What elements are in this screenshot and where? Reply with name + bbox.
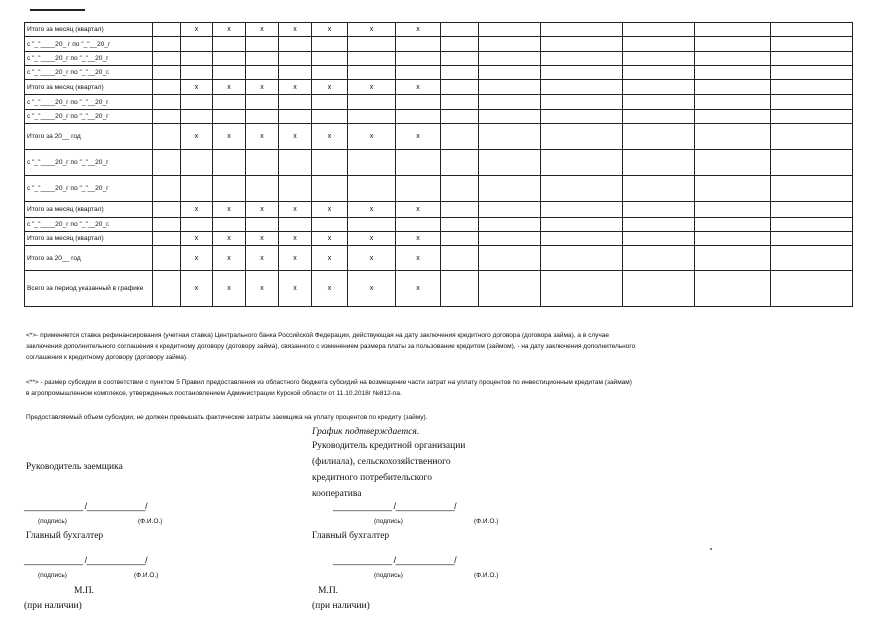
table-cell <box>695 232 771 246</box>
table-cell <box>396 52 441 66</box>
borrower-head-fio-caption: (Ф.И.О.) <box>138 518 163 525</box>
table-cell <box>441 52 479 66</box>
table-cell <box>181 66 213 80</box>
table-cell <box>441 232 479 246</box>
bank-head-line-1: Руководитель кредитной организации <box>312 441 466 451</box>
table-cell <box>181 52 213 66</box>
table-cell <box>181 95 213 110</box>
table-cell <box>279 37 312 52</box>
footnote-3: Предоставляемый объем субсидии, не должен превышать фактические затраты заемщика на уплату процентов по кредиту (займу). <box>26 414 428 421</box>
table-cell <box>181 37 213 52</box>
row-label: с "_"____20_г по "_"__20_г <box>25 110 153 124</box>
cell-x-mark: x <box>246 124 279 150</box>
table-cell <box>771 110 853 124</box>
cell-x-mark: x <box>312 23 348 37</box>
table-cell <box>479 232 541 246</box>
cell-x-mark: x <box>213 232 246 246</box>
cell-x-mark: x <box>396 124 441 150</box>
table-cell <box>479 150 541 176</box>
table-cell <box>312 218 348 232</box>
table-cell <box>479 95 541 110</box>
table-cell <box>312 52 348 66</box>
table-cell <box>153 246 181 271</box>
table-row <box>25 150 853 176</box>
table-cell <box>541 202 623 218</box>
table-cell <box>695 23 771 37</box>
borrower-stamp: М.П. <box>74 586 95 596</box>
table-cell <box>541 150 623 176</box>
table-cell <box>541 176 623 202</box>
table-cell <box>479 176 541 202</box>
table-cell <box>771 95 853 110</box>
table-row <box>25 23 853 37</box>
table-cell <box>348 37 396 52</box>
table-cell <box>695 218 771 232</box>
row-label: Итого за 20__ год <box>25 124 153 150</box>
table-cell <box>279 218 312 232</box>
table-cell <box>153 110 181 124</box>
table-cell <box>695 66 771 80</box>
table-cell <box>479 202 541 218</box>
cell-x-mark: x <box>312 246 348 271</box>
table-cell <box>623 176 695 202</box>
table-cell <box>479 124 541 150</box>
table-cell <box>396 150 441 176</box>
cell-x-mark: x <box>213 23 246 37</box>
row-label: Всего за период указанный в графике <box>25 271 153 307</box>
bank-head-fio-caption: (Ф.И.О.) <box>474 518 499 525</box>
table-cell <box>396 37 441 52</box>
table-cell <box>771 66 853 80</box>
table-cell <box>348 95 396 110</box>
row-label: Итого за месяц (квартал) <box>25 202 153 218</box>
table-cell <box>153 124 181 150</box>
borrower-head-label: Руководитель заемщика <box>26 462 123 472</box>
table-cell <box>541 66 623 80</box>
table-cell <box>623 80 695 95</box>
cell-x-mark: x <box>181 232 213 246</box>
table-cell <box>771 202 853 218</box>
row-label: с "_"____20_г по "_"__20_г <box>25 95 153 110</box>
cell-x-mark: x <box>348 232 396 246</box>
table-cell <box>479 218 541 232</box>
table-cell <box>441 95 479 110</box>
table-cell <box>479 80 541 95</box>
cell-x-mark: x <box>246 232 279 246</box>
table-cell <box>623 246 695 271</box>
cell-x-mark: x <box>396 232 441 246</box>
table-cell <box>541 218 623 232</box>
cell-x-mark: x <box>348 202 396 218</box>
table-cell <box>441 80 479 95</box>
table-cell <box>479 37 541 52</box>
cell-x-mark: x <box>396 202 441 218</box>
table-cell <box>623 218 695 232</box>
cell-x-mark: x <box>348 124 396 150</box>
table-cell <box>181 150 213 176</box>
borrower-accountant-signature-caption: (подпись) <box>38 572 67 579</box>
borrower-stamp-note: (при наличии) <box>24 601 82 611</box>
table-cell <box>623 150 695 176</box>
bank-accountant-signature-caption: (подпись) <box>374 572 403 579</box>
table-cell <box>479 23 541 37</box>
table-cell <box>441 202 479 218</box>
table-cell <box>623 66 695 80</box>
table-cell <box>441 23 479 37</box>
table-cell <box>541 23 623 37</box>
table-cell <box>771 23 853 37</box>
table-row <box>25 66 853 80</box>
cell-x-mark: x <box>279 124 312 150</box>
cell-x-mark: x <box>312 232 348 246</box>
table-row <box>25 52 853 66</box>
table-cell <box>541 95 623 110</box>
table-cell <box>441 150 479 176</box>
row-label: с "_"____20_ г по "_"__20_г <box>25 37 153 52</box>
table-cell <box>771 218 853 232</box>
cell-x-mark: x <box>246 202 279 218</box>
table-cell <box>541 232 623 246</box>
table-cell <box>695 150 771 176</box>
table-cell <box>441 66 479 80</box>
cell-x-mark: x <box>181 202 213 218</box>
table-cell <box>246 52 279 66</box>
cell-x-mark: x <box>312 124 348 150</box>
cell-x-mark: x <box>279 23 312 37</box>
table-row <box>25 95 853 110</box>
table-cell <box>623 202 695 218</box>
table-cell <box>348 218 396 232</box>
top-rule <box>30 9 85 11</box>
table-cell <box>623 271 695 307</box>
cell-x-mark: x <box>246 246 279 271</box>
table-cell <box>153 271 181 307</box>
schedule-table <box>24 22 853 307</box>
cell-x-mark: x <box>213 80 246 95</box>
row-label: Итого за месяц (квартал) <box>25 23 153 37</box>
table-cell <box>771 52 853 66</box>
table-cell <box>181 176 213 202</box>
table-cell <box>541 110 623 124</box>
table-cell <box>541 246 623 271</box>
table-cell <box>153 176 181 202</box>
table-cell <box>213 110 246 124</box>
table-cell <box>246 110 279 124</box>
table-cell <box>441 110 479 124</box>
cell-x-mark: x <box>181 246 213 271</box>
table-cell <box>279 95 312 110</box>
cell-x-mark: x <box>181 80 213 95</box>
table-cell <box>623 23 695 37</box>
table-cell <box>348 110 396 124</box>
table-cell <box>396 176 441 202</box>
table-cell <box>695 37 771 52</box>
table-cell <box>153 37 181 52</box>
table-cell <box>623 110 695 124</box>
bank-stamp-note: (при наличии) <box>312 601 370 611</box>
cell-x-mark: x <box>181 271 213 307</box>
row-label: Итого за 20__ год <box>25 246 153 271</box>
borrower-accountant-label: Главный бухгалтер <box>26 531 104 541</box>
table-cell <box>246 95 279 110</box>
footnote-1: <*>- применяется ставка рефинансирования (учетная ставка) Центрального банка Российской Федерации, действующая на дату заключения кредитного договора (договора займа), а в случае заключения дополнительного соглашения к кредитному договору (договору займа), связанного с изменением размера платы за пользование кредитом (займом), - на дату заключения дополнительного соглашения к кредитному договору (договору займа). <box>26 332 636 361</box>
table-cell <box>695 176 771 202</box>
row-label: с "_"____20_г по "_"__20_г <box>25 150 153 176</box>
table-cell <box>348 66 396 80</box>
table-cell <box>541 271 623 307</box>
table-cell <box>623 232 695 246</box>
table-cell <box>246 218 279 232</box>
table-cell <box>771 232 853 246</box>
table-cell <box>246 176 279 202</box>
bank-accountant-signature-line: _____________ /_____________/ <box>333 555 457 565</box>
table-cell <box>541 80 623 95</box>
table-cell <box>771 124 853 150</box>
cell-x-mark: x <box>312 271 348 307</box>
cell-x-mark: x <box>312 202 348 218</box>
table-cell <box>695 80 771 95</box>
row-label: с "_"____20_г по "_"__20_г. <box>25 218 153 232</box>
table-cell <box>181 218 213 232</box>
table-cell <box>246 37 279 52</box>
bank-stamp: М.П. <box>318 586 339 596</box>
table-cell <box>695 124 771 150</box>
table-cell <box>213 66 246 80</box>
bank-head-signature-line: _____________ /_____________/ <box>333 501 457 511</box>
table-row <box>25 80 853 95</box>
table-row <box>25 218 853 232</box>
table-cell <box>695 246 771 271</box>
table-cell <box>312 150 348 176</box>
table-cell <box>246 66 279 80</box>
cell-x-mark: x <box>396 246 441 271</box>
table-cell <box>348 150 396 176</box>
table-row <box>25 271 853 307</box>
borrower-head-signature-caption: (подпись) <box>38 518 67 525</box>
table-cell <box>181 110 213 124</box>
table-cell <box>771 150 853 176</box>
table-cell <box>479 271 541 307</box>
borrower-accountant-signature-line: _____________ /_____________/ <box>24 555 148 565</box>
table-cell <box>312 37 348 52</box>
table-cell <box>246 150 279 176</box>
table-cell <box>695 95 771 110</box>
table-cell <box>695 110 771 124</box>
table-cell <box>695 52 771 66</box>
table-cell <box>771 246 853 271</box>
table-row <box>25 246 853 271</box>
table-cell <box>541 37 623 52</box>
table-cell <box>279 52 312 66</box>
cell-x-mark: x <box>348 246 396 271</box>
table-cell <box>213 52 246 66</box>
cell-x-mark: x <box>279 246 312 271</box>
table-cell <box>771 271 853 307</box>
bank-head-line-3: кредитного потребительского <box>312 473 432 483</box>
table-cell <box>541 124 623 150</box>
table-cell <box>348 52 396 66</box>
table-cell <box>153 218 181 232</box>
table-cell <box>623 124 695 150</box>
table-cell <box>213 150 246 176</box>
table-cell <box>771 37 853 52</box>
table-cell <box>695 202 771 218</box>
bank-head-line-2: (филиала), сельскохозяйственного <box>312 457 451 467</box>
table-cell <box>396 110 441 124</box>
table-cell <box>623 37 695 52</box>
table-cell <box>153 150 181 176</box>
cell-x-mark: x <box>181 124 213 150</box>
table-cell <box>695 271 771 307</box>
table-cell <box>153 23 181 37</box>
cell-x-mark: x <box>213 246 246 271</box>
table-cell <box>153 202 181 218</box>
cell-x-mark: x <box>213 124 246 150</box>
table-cell <box>213 95 246 110</box>
table-cell <box>623 52 695 66</box>
table-cell <box>213 218 246 232</box>
table-cell <box>441 176 479 202</box>
table-cell <box>348 176 396 202</box>
bank-head-line-4: кооператива <box>312 489 362 499</box>
cell-x-mark: x <box>279 232 312 246</box>
table-cell <box>396 95 441 110</box>
table-cell <box>153 232 181 246</box>
table-cell <box>153 95 181 110</box>
table-cell <box>279 176 312 202</box>
row-label: Итого за месяц (квартал) <box>25 232 153 246</box>
table-cell <box>279 110 312 124</box>
table-row <box>25 110 853 124</box>
table-cell <box>441 218 479 232</box>
cell-x-mark: x <box>312 80 348 95</box>
cell-x-mark: x <box>213 271 246 307</box>
cell-x-mark: x <box>348 23 396 37</box>
table-cell <box>312 95 348 110</box>
cell-x-mark: x <box>396 23 441 37</box>
table-cell <box>396 218 441 232</box>
bank-accountant-label: Главный бухгалтер <box>312 531 390 541</box>
table-cell <box>396 66 441 80</box>
cell-x-mark: x <box>396 80 441 95</box>
borrower-head-signature-line: _____________ /_____________/ <box>24 501 148 511</box>
table-row <box>25 202 853 218</box>
table-row <box>25 176 853 202</box>
table-cell <box>153 66 181 80</box>
table-cell <box>623 95 695 110</box>
table-cell <box>441 124 479 150</box>
table-cell <box>153 80 181 95</box>
cell-x-mark: x <box>348 271 396 307</box>
table-cell <box>279 66 312 80</box>
table-row <box>25 124 853 150</box>
borrower-accountant-fio-caption: (Ф.И.О.) <box>134 572 159 579</box>
row-label: Итого за месяц (квартал) <box>25 80 153 95</box>
cell-x-mark: x <box>396 271 441 307</box>
bank-head-signature-caption: (подпись) <box>374 518 403 525</box>
schedule-confirmed-label: График подтверждается. <box>312 427 420 437</box>
row-label: с "_"____20_г по "_"__20_г <box>25 176 153 202</box>
table-cell <box>771 176 853 202</box>
bank-accountant-fio-caption: (Ф.И.О.) <box>474 572 499 579</box>
table-row <box>25 232 853 246</box>
table-cell <box>441 271 479 307</box>
table-cell <box>441 37 479 52</box>
cell-x-mark: x <box>246 271 279 307</box>
scan-speck <box>710 548 712 550</box>
table-cell <box>479 246 541 271</box>
table-cell <box>479 110 541 124</box>
table-cell <box>312 110 348 124</box>
cell-x-mark: x <box>246 80 279 95</box>
table-cell <box>153 52 181 66</box>
cell-x-mark: x <box>213 202 246 218</box>
table-cell <box>479 52 541 66</box>
table-cell <box>312 66 348 80</box>
row-label: с "_"____20_г по "_"__20_г. <box>25 66 153 80</box>
table-cell <box>441 246 479 271</box>
cell-x-mark: x <box>181 23 213 37</box>
cell-x-mark: x <box>279 271 312 307</box>
footnote-2: <**> - размер субсидии в соответствии с пунктом 5 Правил предоставления из областного бюджета субсидий на возмещение части затрат на уплату процентов по инвестиционным кредитам (займам) в агропромышленном комплексе, утвержденных постановлением Администрации Курской области от 11.10.2018г №812-па. <box>26 379 632 397</box>
table-row <box>25 37 853 52</box>
row-label: с "_"____20_г по "_"__20_г <box>25 52 153 66</box>
cell-x-mark: x <box>348 80 396 95</box>
table-cell <box>279 150 312 176</box>
table-cell <box>213 37 246 52</box>
cell-x-mark: x <box>279 202 312 218</box>
table-cell <box>771 80 853 95</box>
cell-x-mark: x <box>279 80 312 95</box>
cell-x-mark: x <box>246 23 279 37</box>
table-cell <box>312 176 348 202</box>
table-cell <box>213 176 246 202</box>
table-cell <box>479 66 541 80</box>
table-cell <box>541 52 623 66</box>
